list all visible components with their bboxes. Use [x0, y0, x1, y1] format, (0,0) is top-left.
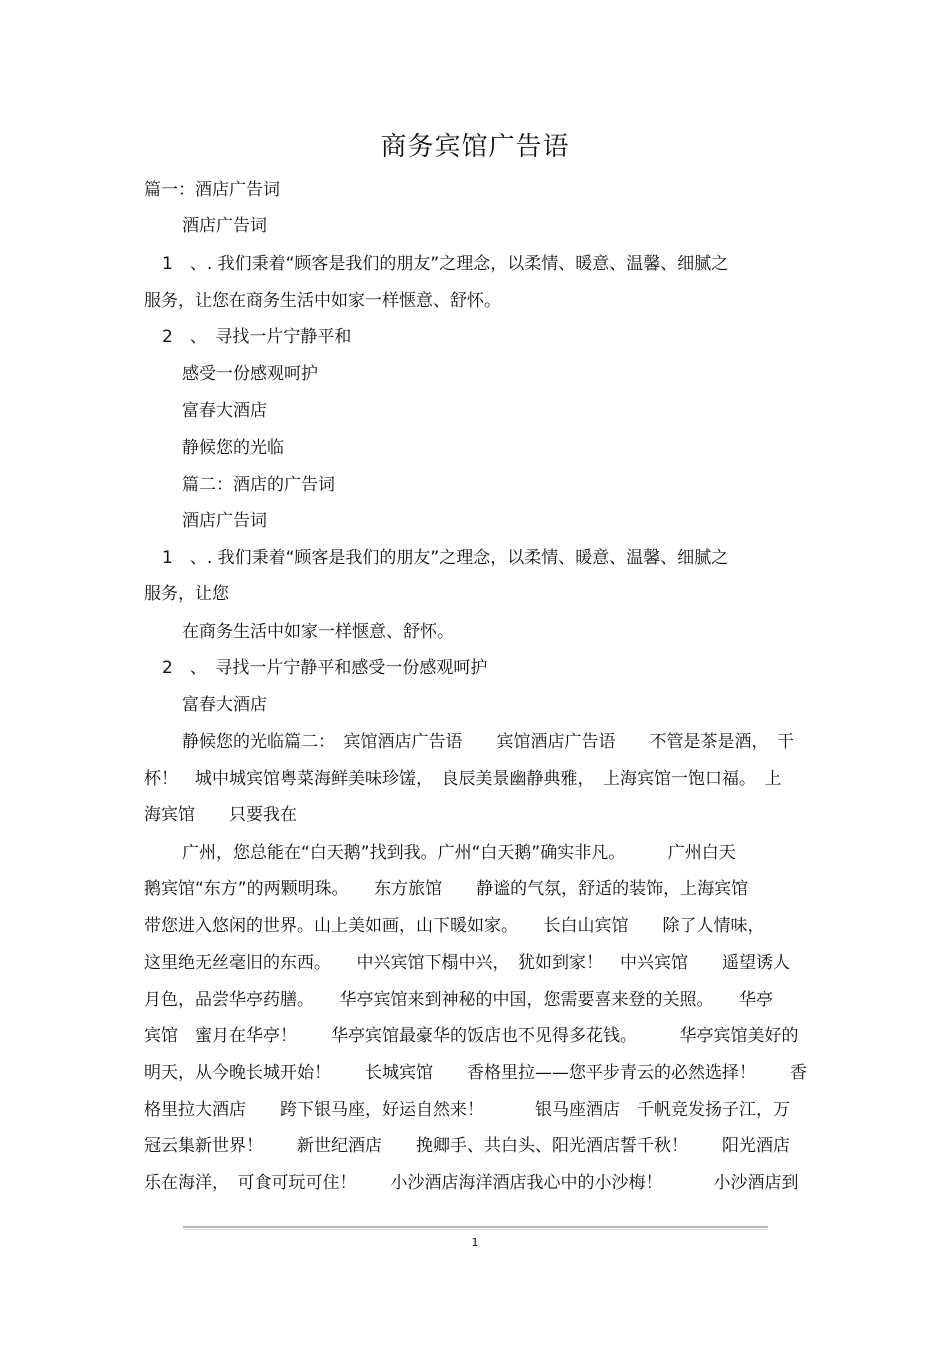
paragraph-line: 海宾馆 只要我在: [144, 805, 297, 825]
paragraph-line: 1 、. 我们秉着“顾客是我们的朋友”之理念，以柔情、暖意、温馨、细腻之: [162, 548, 729, 568]
paragraph-line: 服务，让您在商务生活中如家一样惬意、舒怀。: [144, 291, 501, 311]
paragraph-line: 广州，您总能在“白天鹅”找到我。广州“白天鹅”确实非凡。 广州白天: [182, 843, 736, 863]
paragraph-line: 杯！ 城中城宾馆粤菜海鲜美味珍馐， 良辰美景幽静典雅， 上海宾馆一饱口福。 上: [144, 769, 782, 789]
section-heading: 篇二：酒店的广告词: [182, 475, 335, 495]
paragraph-line: 在商务生活中如家一样惬意、舒怀。: [182, 622, 454, 642]
paragraph-line: 感受一份感观呵护: [182, 364, 318, 384]
paragraph-line: 静候您的光临篇二： 宾馆酒店广告语 宾馆酒店广告语 不管是茶是酒， 干: [182, 732, 794, 752]
paragraph-line: 服务，让您: [144, 584, 229, 604]
paragraph-line: 乐在海洋， 可食可玩可住！ 小沙酒店海洋酒店我心中的小沙梅！ 小沙酒店到: [144, 1173, 799, 1193]
subheading: 酒店广告词: [182, 216, 267, 236]
footer-divider: [183, 1226, 768, 1228]
paragraph-line: 鹅宾馆“东方”的两颗明珠。 东方旅馆 静谧的气氛，舒适的装饰，上海宾馆: [144, 879, 749, 899]
paragraph-line: 1 、. 我们秉着“顾客是我们的朋友”之理念，以柔情、暖意、温馨、细腻之: [162, 254, 729, 274]
paragraph-line: 明天，从今晚长城开始！ 长城宾馆 香格里拉——您平步青云的必然选择！ 香: [144, 1063, 807, 1083]
paragraph-line: 宾馆 蜜月在华亭！ 华亭宾馆最豪华的饭店也不见得多花钱。 华亭宾馆美好的: [144, 1026, 799, 1046]
page-number: 1: [471, 1236, 479, 1249]
paragraph-line: 2 、 寻找一片宁静平和: [162, 327, 352, 347]
paragraph-line: 富春大酒店: [182, 695, 267, 715]
subheading: 酒店广告词: [182, 511, 267, 531]
footer-divider-shadow: [183, 1229, 768, 1230]
paragraph-line: 2 、 寻找一片宁静平和感受一份感观呵护: [162, 658, 488, 678]
section-heading: 篇一：酒店广告词: [144, 180, 280, 200]
paragraph-line: 这里绝无丝毫旧的东西。 中兴宾馆下榻中兴， 犹如到家！ 中兴宾馆 遥望诱人: [144, 953, 790, 973]
paragraph-line: 富春大酒店: [182, 401, 267, 421]
paragraph-line: 月色，品尝华亭药膳。 华亭宾馆来到神秘的中国，您需要喜来登的关照。 华亭: [144, 990, 773, 1010]
paragraph-line: 冠云集新世界！ 新世纪酒店 挽卿手、共白头、阳光酒店誓千秋！ 阳光酒店: [144, 1136, 790, 1156]
document-title: 商务宾馆广告语: [380, 132, 570, 162]
paragraph-line: 带您进入悠闲的世界。山上美如画，山下暖如家。 长白山宾馆 除了人情味，: [144, 916, 765, 936]
paragraph-line: 静候您的光临: [182, 438, 284, 458]
paragraph-line: 格里拉大酒店 跨下银马座，好运自然来！ 银马座酒店 千帆竞发扬子江，万: [144, 1100, 790, 1120]
